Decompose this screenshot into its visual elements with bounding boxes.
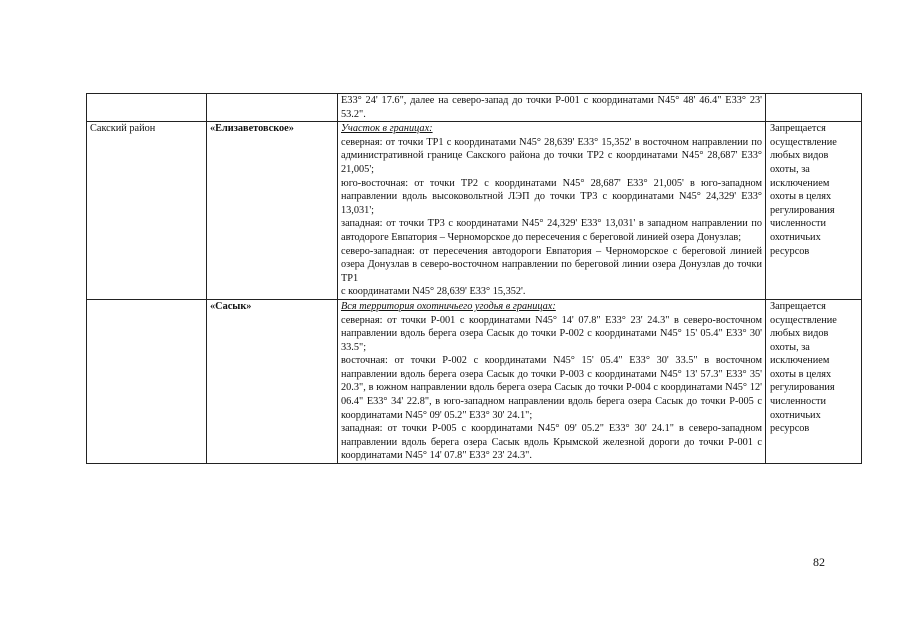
- table-row-sasyk: [87, 299, 862, 463]
- restriction-cell: [766, 94, 862, 122]
- district-name: Сакский район: [90, 123, 156, 135]
- boundary-northwest: северо-западная: от пересечения автодороги Евпатория – Черноморское с береговой линией озера Донузлав в северо-восточном направлении по береговой линии озера Донузлав до точки ТР1: [341, 245, 762, 284]
- restriction-text: Запрещается осуществление любых видов охоты, за исключением охоты в целях регулирования численности охотничьих ресурсов: [770, 300, 837, 435]
- boundary-heading: Участок в границах:: [341, 123, 433, 135]
- boundary-southeast: юго-восточная: от точки ТР2 с координатами N45° 28,687' Е33° 21,005' в юго-западном направлении вдоль высоковольтной ЛЭП до точки ТР3 с координатами N45° 24,329' Е33° 13,031';: [341, 177, 762, 216]
- page-number: 82: [813, 555, 825, 569]
- district-cell: [87, 122, 207, 300]
- restriction-cell: [766, 299, 862, 463]
- table-row-elizavetovskoe: [87, 122, 862, 300]
- ground-name-cell: [207, 94, 338, 122]
- boundary-west: западная: от точки ТР3 с координатами N45° 24,329' Е33° 13,031' в западном направлении по автодороге Евпатория – Черноморское до пересечения с береговой линией озера Донузлав;: [341, 218, 762, 243]
- district-cell: [87, 299, 207, 463]
- boundary-east: восточная: от точки Р-002 с координатами N45° 15' 05.4" Е33° 30' 33.5" в восточном направлении вдоль берега озера Сасык до точки Р-003 с координатами N45° 13' 57.3" Е33° 35' 20.3", в южном направлении вдоль берега озера Сасык до точки Р-004 с координатами N45° 12' 06.4" Е33° 34' 22.8", в юго-западном направлении вдоль берега озера Сасык до точки Р-005 с координатами N45° 09' 05.2" Е33° 30' 24.1";: [341, 355, 762, 421]
- boundary-description: [338, 122, 766, 300]
- boundary-heading: Вся территория охотничьего угодья в границах:: [341, 300, 556, 312]
- boundary-description: [338, 299, 766, 463]
- boundary-north: северная: от точки ТР1 с координатами N45° 28,639' Е33° 15,352' в восточном направлении по административной границе Сакского района до точки ТР2 с координатами N45° 28,687' Е33° 21,005';: [341, 136, 762, 175]
- hunting-ground-name: «Елизаветовское»: [210, 123, 294, 135]
- table-row-continuation: [87, 94, 862, 122]
- boundary-northwest-end: с координатами N45° 28,639' Е33° 15,352'.: [341, 286, 526, 298]
- hunting-grounds-table: [86, 93, 862, 464]
- boundary-west: западная: от точки Р-005 с координатами N45° 09' 05.2" Е33° 30' 24.1" в северо-западном направлении вдоль берега озера Сасык вдоль Крымской железной дороги до точки Р-001 с координатами N45° 14' 07.8" Е33° 23' 24.3".: [341, 423, 762, 462]
- boundary-description: [338, 94, 766, 122]
- ground-name-cell: [207, 122, 338, 300]
- restriction-text: Запрещается осуществление любых видов охоты, за исключением охоты в целях регулирования численности охотничьих ресурсов: [770, 123, 837, 257]
- district-cell: [87, 94, 207, 122]
- continuation-text: Е33° 24' 17.6", далее на северо-запад до точки Р-001 с координатами N45° 48' 46.4" Е33° 23' 53.2".: [341, 95, 762, 120]
- ground-name-cell: [207, 299, 338, 463]
- boundary-north: северная: от точки Р-001 с координатами N45° 14' 07.8" Е33° 23' 24.3" в северо-восточном направлении вдоль берега озера Сасык до точки Р-002 с координатами N45° 15' 05.4" Е33° 30' 33.5";: [341, 314, 762, 353]
- hunting-ground-name: «Сасык»: [210, 300, 252, 312]
- restriction-cell: [766, 122, 862, 300]
